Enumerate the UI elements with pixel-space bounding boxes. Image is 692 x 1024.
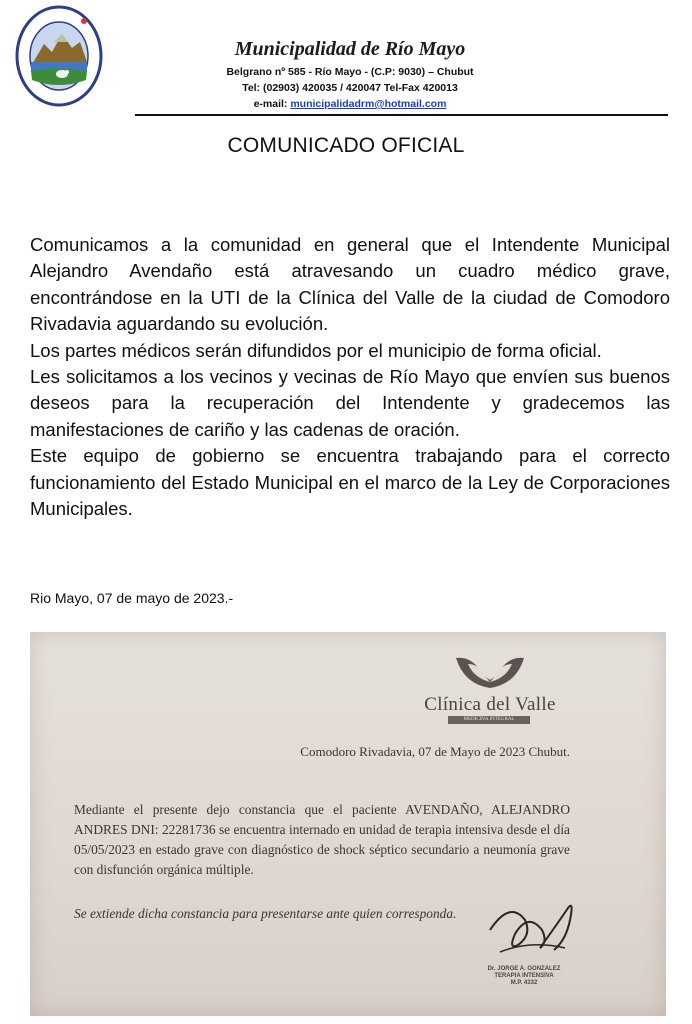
certificate-closing: Se extiende dicha constancia para presentarse ante quien corresponda.	[74, 906, 457, 921]
email-label: e-mail:	[253, 98, 288, 110]
clinic-subtitle: MEDICINA INTEGRAL	[448, 716, 530, 724]
org-name: Municipalidad de Río Mayo	[234, 38, 466, 60]
clinic-name: Clínica del Valle	[424, 694, 556, 715]
paragraph: Los partes médicos serán difundidos por el municipio de forma oficial.	[30, 339, 602, 361]
stamp-role: TERAPIA INTENSIVA	[494, 973, 554, 979]
paragraph: Este equipo de gobierno se encuentra trabajando para el correcto funcionamiento del Estado Municipal en el marco de la Ley de Corporaciones Municipales.	[30, 445, 670, 520]
email-link[interactable]: municipalidadrm@hotmail.com	[290, 98, 447, 110]
medical-certificate-photo	[30, 632, 666, 1016]
paragraph: Les solicitamos a los vecinos y vecinas de Río Mayo que envíen sus buenos deseos para la recuperación del Intendente y gradecemos las manifestaciones de cariño y las cadenas de oración.	[30, 366, 670, 440]
municipal-seal-logo	[14, 4, 104, 108]
doctor-stamp	[454, 966, 594, 987]
certificate-paragraph: Mediante el presente dejo constancia que el paciente AVENDAÑO, ALEJANDRO ANDRES DNI: 22281736 se encuentra internado en unidad de terapia intensiva desde el día 05/05/2023 en estado grave con diagnóstico de shock séptico secundario a neumonía grave con disfunción orgánica múltiple.	[74, 802, 570, 877]
certificate-date: Comodoro Rivadavia, 07 de Mayo de 2023 Chubut.	[300, 744, 570, 759]
header-divider	[135, 114, 668, 116]
address-line: Belgrano nº 585 - Río Mayo - (C.P: 9030) – Chubut	[226, 66, 474, 78]
certificate-text	[74, 800, 570, 880]
email-line	[190, 98, 510, 110]
stamp-mp: M.P. 4332	[510, 980, 538, 986]
communique-body	[30, 232, 670, 522]
clinic-logo-icon	[450, 654, 530, 690]
phone-line: Tel: (02903) 420035 / 420047 Tel-Fax 420013	[242, 82, 458, 94]
document-title: COMUNICADO OFICIAL	[227, 134, 465, 157]
stamp-name: Dr. JORGE A. GONZALEZ	[487, 966, 561, 972]
date-line: Rio Mayo, 07 de mayo de 2023.-	[30, 590, 234, 606]
paragraph: Comunicamos a la comunidad en general que el Intendente Municipal Alejandro Avendaño está atravesando un cuadro médico grave, encontrándose en la UTI de la Clínica del Valle de la ciudad de Comodoro Rivadavia aguardando su evolución.	[30, 234, 670, 335]
